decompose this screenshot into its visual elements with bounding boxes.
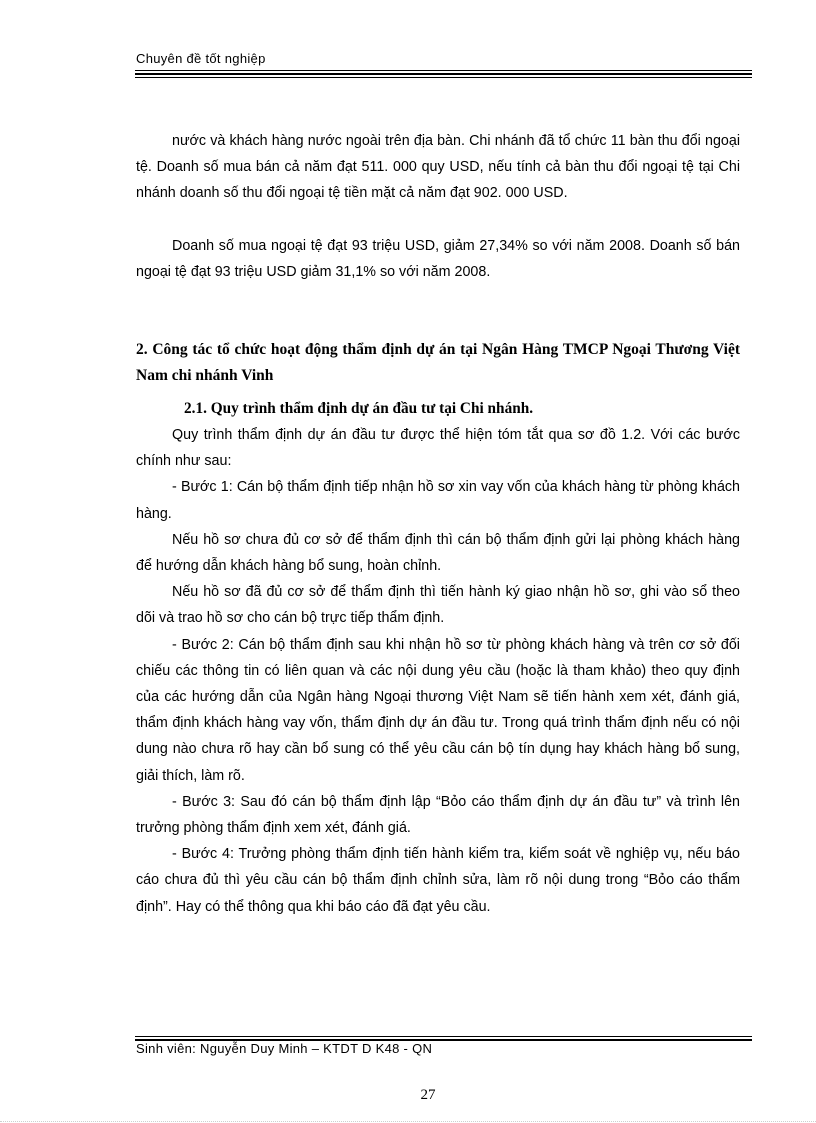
body-paragraph: Nếu hồ sơ đã đủ cơ sở để thẩm định thì tiến hành ký giao nhận hồ sơ, ghi vào sổ theo dõi và trao hồ sơ cho cán bộ trực tiếp thẩm định. bbox=[136, 584, 740, 627]
running-header: Chuyên đề tốt nghiệp bbox=[136, 51, 266, 66]
page-edge bbox=[0, 1121, 816, 1122]
step-paragraph: - Bước 1: Cán bộ thẩm định tiếp nhận hồ sơ xin vay vốn của khách hàng từ phòng khách hàng. bbox=[136, 479, 740, 522]
subsection-heading: 2.1. Quy trình thẩm định dự án đầu tư tại Chi nhánh. bbox=[184, 400, 534, 418]
body-paragraph: Quy trình thẩm định dự án đầu tư được thể hiện tóm tắt qua sơ đồ 1.2. Với các bước chính như sau: bbox=[136, 427, 740, 470]
section-heading: 2. Công tác tổ chức hoạt động thẩm định dự án tại Ngân Hàng TMCP Ngoại Thương Việt Nam chi nhánh Vinh bbox=[136, 341, 740, 385]
body-paragraph: Doanh số mua ngoại tệ đạt 93 triệu USD, giảm 27,34% so với năm 2008. Doanh số bán ngoại tệ đạt 93 triệu USD giảm 31,1% so với năm 2008. bbox=[136, 237, 740, 280]
page-number: 27 bbox=[420, 1087, 436, 1103]
body-paragraph: nước và khách hàng nước ngoài trên địa bàn. Chi nhánh đã tổ chức 11 bàn thu đổi ngoại tệ. Doanh số mua bán cả năm đạt 511. 000 quy USD, nếu tính cả bàn thu đổi ngoại tệ tại Chi nhánh doanh số thu đổi ngoại tệ tiền mặt cả năm đạt 902. 000 USD. bbox=[136, 133, 740, 202]
step-paragraph: - Bước 4: Trưởng phòng thẩm định tiến hành kiểm tra, kiểm soát về nghiệp vụ, nếu báo cáo chưa đủ thì yêu cầu cán bộ thẩm định chỉnh sửa, làm rõ nội dung trong “Bỏo cáo thẩm định”. Hay có thể thông qua khi báo cáo đã đạt yêu cầu. bbox=[136, 846, 740, 915]
header-rule bbox=[135, 70, 752, 78]
step-paragraph: - Bước 3: Sau đó cán bộ thẩm định lập “Bỏo cáo thẩm định dự án đầu tư” và trình lên trưởng phòng thẩm định xem xét, đánh giá. bbox=[136, 793, 740, 837]
running-footer: Sinh viên: Nguyễn Duy Minh – KTDT D K48 - QN bbox=[136, 1041, 433, 1056]
step-paragraph: - Bước 2: Cán bộ thẩm định sau khi nhận hồ sơ từ phòng khách hàng và trên cơ sở đối chiếu các thông tin có liên quan và các nội dung yêu cầu (hoặc là tham khảo) theo quy định của các hướng dẫn của Ngân hàng Ngoại thương Việt Nam sẽ tiến hành xem xét, đánh giá, thẩm định khách hàng vay vốn, thẩm định dự án đầu tư. Trong quá trình thẩm định nếu có nội dung nào chưa rõ hay cần bổ sung có thể yêu cầu cán bộ tín dụng hay khách hàng bổ sung, giải thích, làm rõ. bbox=[136, 636, 740, 784]
body-paragraph: Nếu hồ sơ chưa đủ cơ sở để thẩm định thì cán bộ thẩm định gửi lại phòng khách hàng để hướng dẫn khách hàng bổ sung, hoàn chỉnh. bbox=[136, 531, 740, 575]
page-body bbox=[136, 128, 740, 920]
